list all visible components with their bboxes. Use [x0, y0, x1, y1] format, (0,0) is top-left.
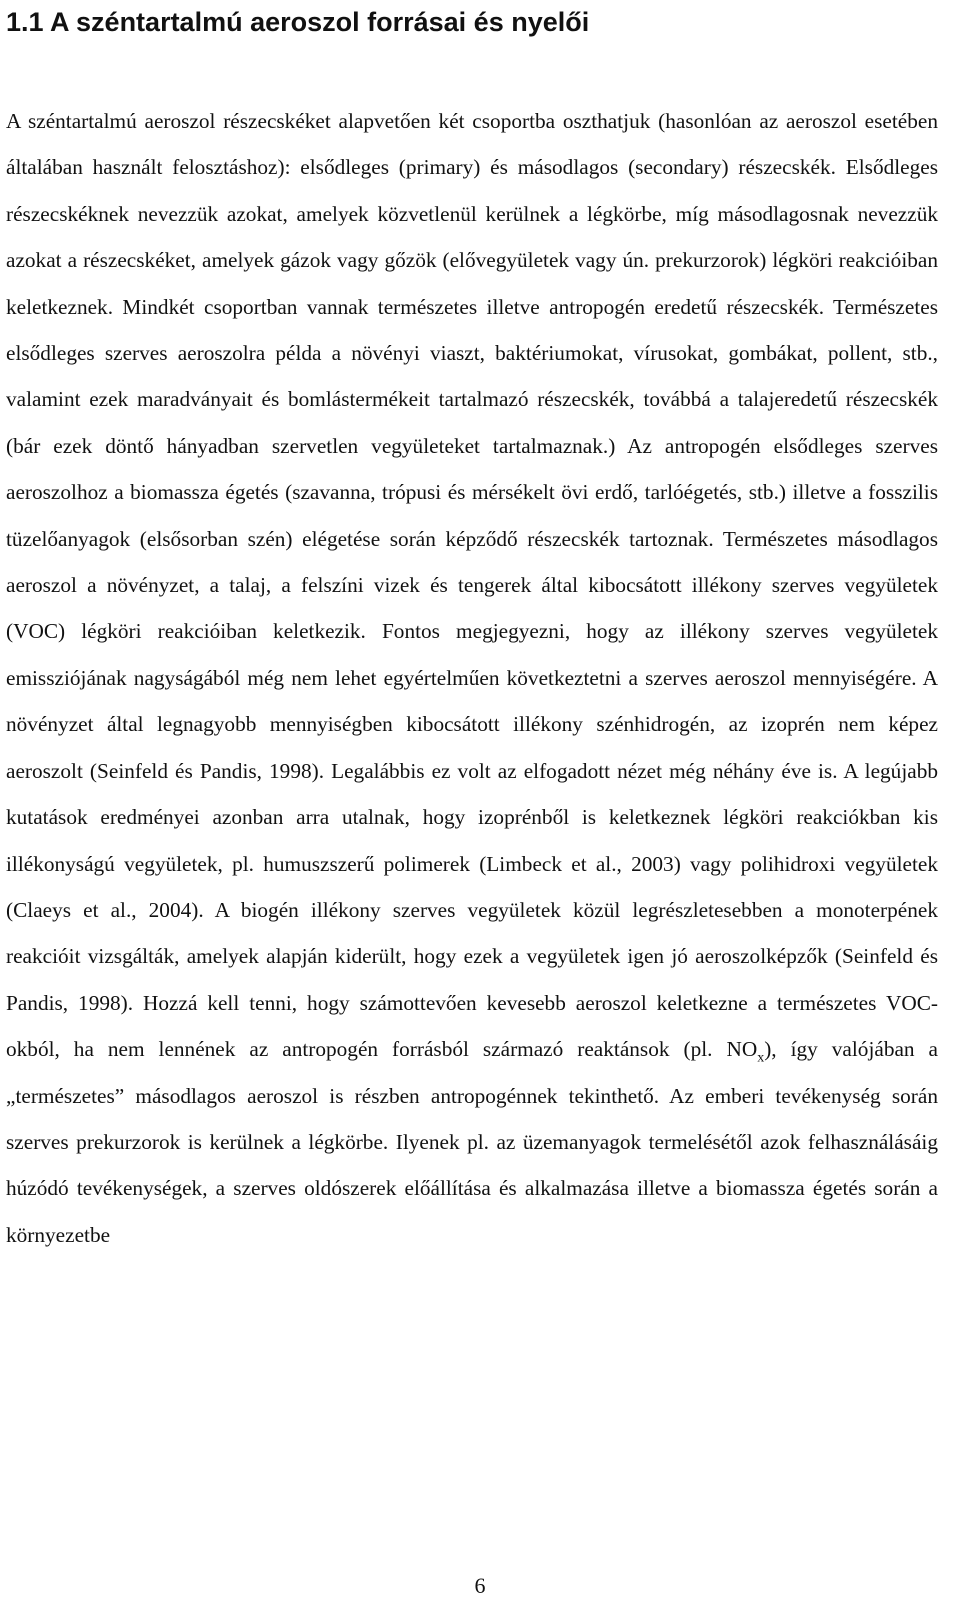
section-heading: 1.1 A széntartalmú aeroszol forrásai és nyelői [6, 7, 590, 37]
paragraph-text-end: ), így valójában a „természetes” másodlagos aeroszol is részben antropogénnek tekinthető. Az emberi tevékenység során szerves prekurzorok is kerülnek a légkörbe. Ilyenek pl. az üzemanyagok termelésétől azok felhasználásáig húzódó tevékenységek, a szerves oldószerek előállítása és alkalmazása illetve a biomassza égetés során a környezetbe [6, 1037, 938, 1247]
page-number: 6 [474, 1573, 486, 1598]
nox-subscript: x [757, 1050, 765, 1066]
body-paragraph [6, 98, 938, 1258]
paragraph-text-main: A széntartalmú aeroszol részecskéket alapvetően két csoportba oszthatjuk (hasonlóan az aeroszol esetében általában használt felosztáshoz): elsődleges (primary) és másodlagos (secondary) részecskék. Elsődleges részecskéknek nevezzük azokat, amelyek közvetlenül kerülnek a légkörbe, míg másodlagosnak nevezzük azokat a részecskéket, amelyek gázok vagy gőzök (elővegyületek vagy ún. prekurzorok) légköri reakcióiban keletkeznek. Mindkét csoportban vannak természetes illetve antropogén eredetű részecskék. Természetes elsődleges szerves aeroszolra példa a növényi viaszt, baktériumokat, vírusokat, gombákat, pollent, stb., valamint ezek maradványait és bomlástermékeit tartalmazó részecskék, továbbá a talajeredetű részecskék (bár ezek döntő hányadban szervetlen vegyületeket tartalmaznak.) Az antropogén elsődleges szerves aeroszolhoz a biomassza égetés (szavanna, trópusi és mérsékelt övi erdő, tarlóégetés, stb.) illetve a fosszilis tüzelőanyagok (elsősorban szén) elégetése során képződő részecskék tartoznak. Természetes másodlagos aeroszol a növényzet, a talaj, a felszíni vizek és tengerek által kibocsátott illékony szerves vegyületek (VOC) légköri reakcióiban keletkezik. Fontos megjegyezni, hogy az illékony szerves vegyületek emissziójának nagyságából még nem lehet egyértelműen következtetni a szerves aeroszol mennyiségére. A növényzet által legnagyobb mennyiségben kibocsátott illékony szénhidrogén, az izoprén nem képez aeroszolt (Seinfeld és Pandis, 1998). Legalábbis ez volt az elfogadott nézet még néhány éve is. A legújabb kutatások eredményei azonban arra utalnak, hogy izoprénből is keletkeznek légköri reakciókban kis illékonyságú vegyületek, pl. humuszszerű polimerek (Limbeck et al., 2003) vagy polihidroxi vegyületek (Claeys et al., 2004). A biogén illékony szerves vegyületek közül legrészletesebben a monoterpének reakcióit vizsgálták, amelyek alapján kiderült, hogy ezek a vegyületek igen jó aeroszolképzők (Seinfeld és Pandis, 1998). Hozzá kell tenni, hogy számottevően kevesebb aeroszol keletkezne a természetes VOC-okból, ha nem lennének az antropogén forrásból származó reaktánsok (pl. NO [6, 109, 938, 1062]
